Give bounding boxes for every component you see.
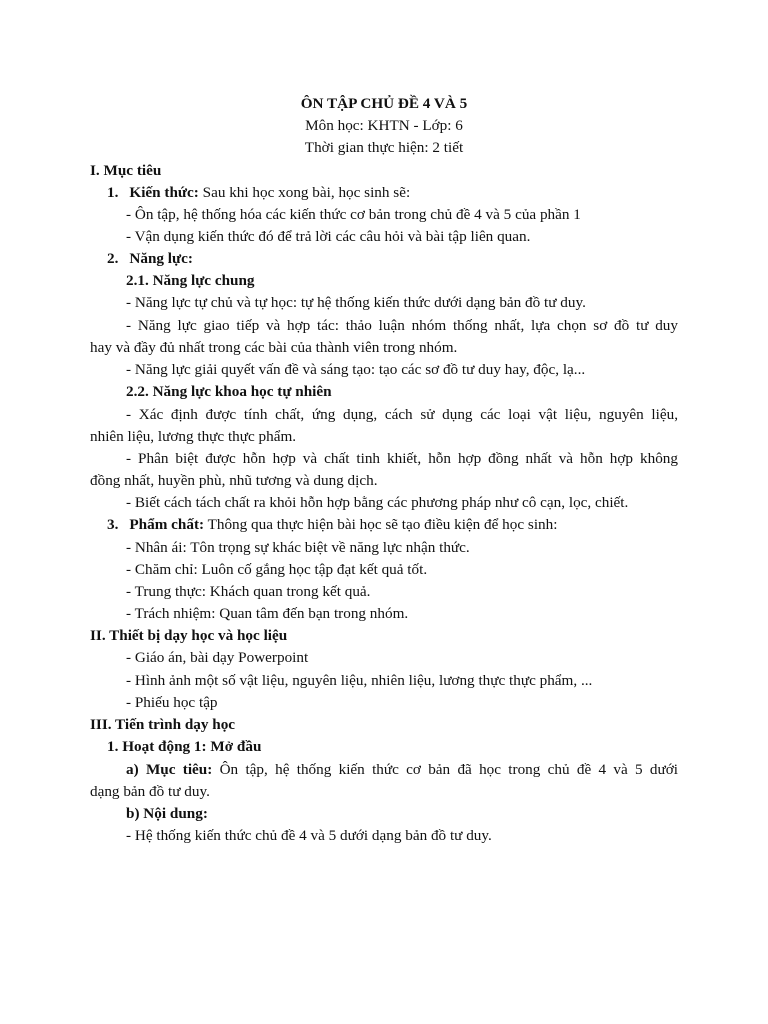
competence-bullet: - Năng lực giải quyết vấn đề và sáng tạo: tạo các sơ đồ tư duy hay, độc, lạ... bbox=[126, 361, 586, 378]
quality-bullet: - Nhân ái: Tôn trọng sự khác biệt về năng lực nhận thức. bbox=[126, 539, 470, 556]
science-bullet: - Xác định được tính chất, ứng dụng, cách sử dụng các loại vật liệu, nguyên liệu, bbox=[126, 406, 678, 423]
knowledge-bullet: - Ôn tập, hệ thống hóa các kiến thức cơ bản trong chủ đề 4 và 5 của phần 1 bbox=[126, 206, 581, 223]
science-bullet-continued: đồng nhất, huyền phù, nhũ tương và dung dịch. bbox=[90, 472, 378, 489]
activity-goal: a) Mục tiêu: Ôn tập, hệ thống kiến thức cơ bản đã học trong chủ đề 4 và 5 dưới bbox=[126, 761, 678, 778]
competence-bullet: - Năng lực giao tiếp và hợp tác: thảo luận nhóm thống nhất, lựa chọn sơ đồ tư duy bbox=[126, 317, 678, 334]
quality-bullet: - Trung thực: Khách quan trong kết quả. bbox=[126, 583, 371, 600]
objective-qualities: 3. Phẩm chất: Thông qua thực hiện bài học sẽ tạo điều kiện để học sinh: bbox=[107, 516, 558, 533]
competence-bullet-continued: hay và đầy đủ nhất trong các bài của thành viên trong nhóm. bbox=[90, 339, 458, 356]
section-heading-procedure: III. Tiến trình dạy học bbox=[90, 716, 236, 733]
section-heading-equipment: II. Thiết bị dạy học và học liệu bbox=[90, 627, 288, 644]
science-bullet: - Biết cách tách chất ra khỏi hỗn hợp bằng các phương pháp như cô cạn, lọc, chiết. bbox=[126, 494, 629, 511]
document-title: ÔN TẬP CHỦ ĐỀ 4 VÀ 5 bbox=[300, 95, 468, 112]
science-bullet-continued: nhiên liệu, lương thực thực phẩm. bbox=[90, 428, 297, 445]
activity-goal-continued: dạng bản đồ tư duy. bbox=[90, 783, 210, 800]
subject-line: Môn học: KHTN - Lớp: 6 bbox=[305, 117, 463, 134]
duration-line: Thời gian thực hiện: 2 tiết bbox=[304, 139, 464, 156]
competence-bullet: - Năng lực tự chủ và tự học: tự hệ thống kiến thức dưới dạng bản đồ tư duy. bbox=[126, 294, 586, 311]
activity-content-bullet: - Hệ thống kiến thức chủ đề 4 và 5 dưới dạng bản đồ tư duy. bbox=[126, 827, 492, 844]
objective-competence: 2. Năng lực: bbox=[107, 250, 193, 267]
section-heading-objectives: I. Mục tiêu bbox=[90, 162, 162, 179]
subheading-general-competence: 2.1. Năng lực chung bbox=[126, 272, 255, 289]
equipment-bullet: - Hình ảnh một số vật liệu, nguyên liệu, nhiên liệu, lương thực thực phẩm, ... bbox=[126, 672, 593, 689]
activity-content-label: b) Nội dung: bbox=[126, 805, 208, 822]
knowledge-bullet: - Vận dụng kiến thức đó để trả lời các câu hỏi và bài tập liên quan. bbox=[126, 228, 531, 245]
activity-heading: 1. Hoạt động 1: Mở đầu bbox=[107, 738, 262, 755]
subheading-science-competence: 2.2. Năng lực khoa học tự nhiên bbox=[126, 383, 332, 400]
equipment-bullet: - Phiếu học tập bbox=[126, 694, 218, 711]
objective-knowledge: 1. Kiến thức: Sau khi học xong bài, học sinh sẽ: bbox=[107, 184, 411, 201]
equipment-bullet: - Giáo án, bài dạy Powerpoint bbox=[126, 649, 309, 666]
quality-bullet: - Trách nhiệm: Quan tâm đến bạn trong nhóm. bbox=[126, 605, 409, 622]
quality-bullet: - Chăm chỉ: Luôn cố gắng học tập đạt kết quả tốt. bbox=[126, 561, 428, 578]
science-bullet: - Phân biệt được hỗn hợp và chất tinh khiết, hỗn hợp đồng nhất và hỗn hợp không bbox=[126, 450, 678, 467]
